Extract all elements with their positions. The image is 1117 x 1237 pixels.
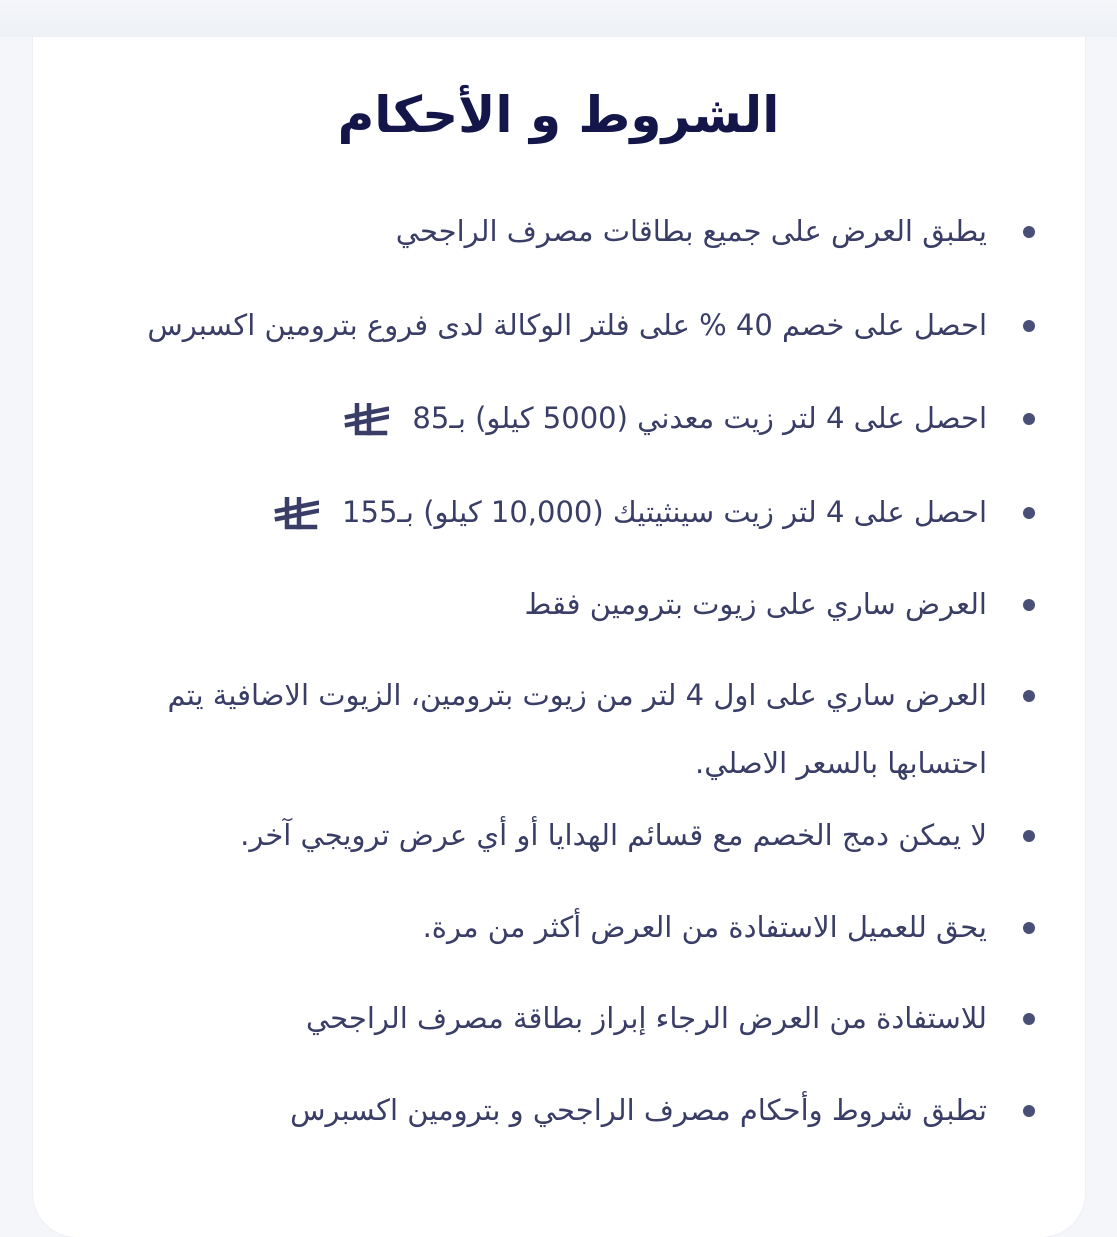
term-text: العرض ساري على زيوت بترومين فقط <box>524 587 987 621</box>
term-text: يحق للعميل الاستفادة من العرض أكثر من مرة. <box>422 910 987 944</box>
saudi-riyal-symbol-icon <box>343 403 389 437</box>
term-item <box>80 893 1040 961</box>
bullet-dot-icon <box>1023 1013 1035 1025</box>
bullet-dot-icon <box>1023 226 1035 238</box>
bullet-dot-icon <box>1023 320 1035 332</box>
bullet-dot-icon <box>1023 922 1035 934</box>
page-title: الشروط و الأحكام <box>337 85 780 144</box>
term-item <box>80 570 1040 638</box>
bullet-dot-icon <box>1023 690 1035 702</box>
term-item <box>80 801 1040 869</box>
term-item <box>80 384 1040 452</box>
term-item <box>80 291 1040 359</box>
bullet-dot-icon <box>1023 1105 1035 1117</box>
term-text: العرض ساري على اول 4 لتر من زيوت بترومين، الزيوت الاضافية يتم احتسابها بالسعر الاصلي. <box>167 678 987 780</box>
bullet-dot-icon <box>1023 507 1035 519</box>
bullet-dot-icon <box>1023 599 1035 611</box>
term-text: احصل على 4 لتر زيت سينثيتيك (10,000 كيلو) بـ155 <box>342 495 987 529</box>
term-text: للاستفادة من العرض الرجاء إبراز بطاقة مصرف الراجحي <box>306 1001 987 1035</box>
top-strip <box>0 0 1117 37</box>
term-text: تطبق شروط وأحكام مصرف الراجحي و بترومين اكسبرس <box>290 1093 987 1127</box>
bullet-dot-icon <box>1023 413 1035 425</box>
term-text: احصل على خصم 40 % على فلتر الوكالة لدى فروع بترومين اكسبرس <box>147 308 987 342</box>
term-text: احصل على 4 لتر زيت معدني (5000 كيلو) بـ85 <box>412 401 987 435</box>
term-item <box>80 197 1040 265</box>
term-item <box>80 984 1040 1052</box>
term-item <box>80 478 1040 546</box>
term-text: لا يمكن دمج الخصم مع قسائم الهدايا أو أي عرض ترويجي آخر. <box>240 818 987 852</box>
bullet-dot-icon <box>1023 830 1035 842</box>
term-item <box>80 1076 1040 1144</box>
term-item <box>80 661 1040 797</box>
term-text: يطبق العرض على جميع بطاقات مصرف الراجحي <box>395 214 987 248</box>
saudi-riyal-symbol-icon <box>273 497 319 531</box>
